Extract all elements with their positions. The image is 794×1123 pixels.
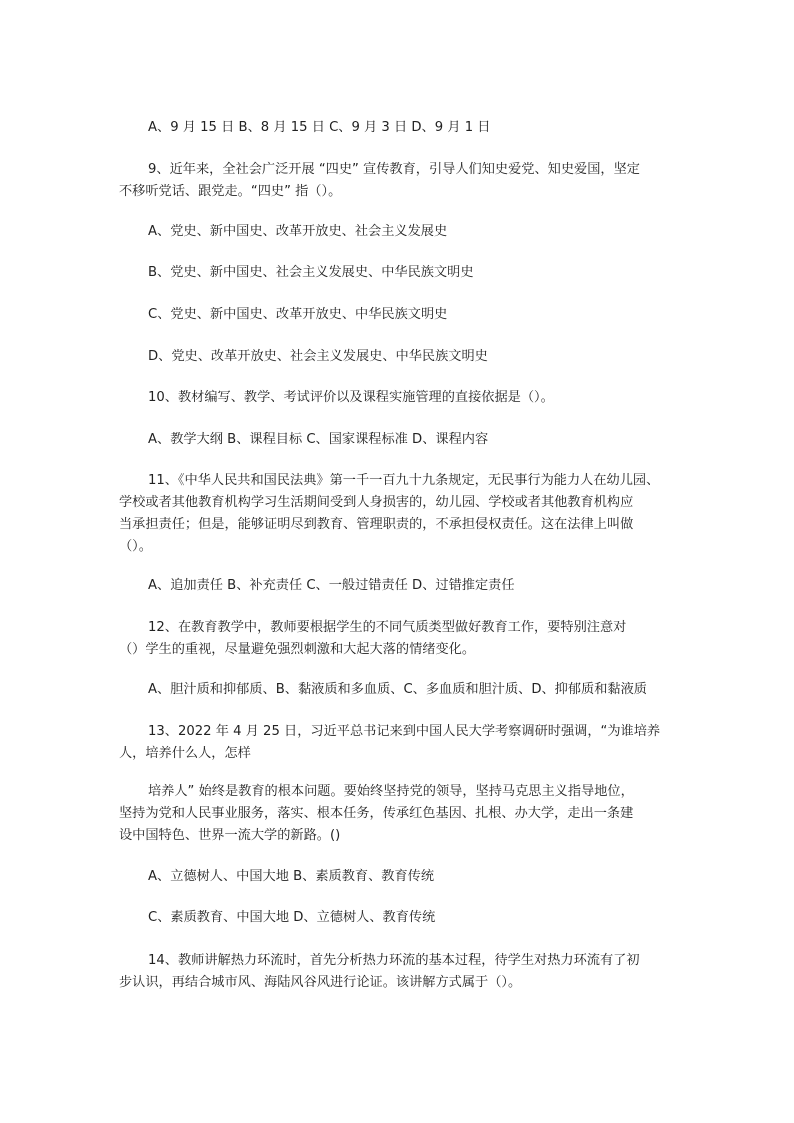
q12-question: 12、在教育教学中，教师要根据学生的不同气质类型做好教育工作，要特别注意对 （）学生的重视，尽量避免强烈刺激和大起大落的情绪变化。 [119,620,627,657]
q9-option-b: B、党史、新中国史、社会主义发展史、中华民族文明史 [148,265,474,280]
q8-options: A、9 月 15 日 B、8 月 15 日 C、9 月 3 日 D、9 月 1 日 [148,120,491,135]
q11-question: 11、《中华人民共和国民法典》第一千一百九十九条规定，无民事行为能力人在幼儿园、 学校或者其他教育机构学习生活期间受到人身损害的，幼儿园、学校或者其他教育机构应 当承担责任；但是，能够证明尽到教育、管理职责的，不承担侵权责任。这在法律上叫做 （）。 [119,473,660,554]
q12-options: A、胆汁质和抑郁质、B、黏液质和多血质、C、多血质和胆汁质、D、抑郁质和黏液质 [148,682,647,697]
q9-option-d: D、党史、改革开放史、社会主义发展史、中华民族文明史 [148,349,488,364]
q9-option-a: A、党史、新中国史、改革开放史、社会主义发展史 [148,224,448,239]
q9-question: 9、近年来，全社会广泛开展 “四史” 宣传教育，引导人们知史爱党、知史爱国，坚定 不移听党话、跟党走。“四史” 指（）。 [119,162,640,199]
q11-options: A、追加责任 B、补充责任 C、一般过错责任 D、过错推定责任 [148,578,515,593]
q10-options: A、教学大纲 B、课程目标 C、国家课程标准 D、课程内容 [148,432,489,447]
q13-options-cd: C、素质教育、中国大地 D、立德树人、教育传统 [148,910,436,925]
q13-question: 13、2022 年 4 月 25 日，习近平总书记来到中国人民大学考察调研时强调，“为谁培养 人，培养什么人，怎样 [119,724,661,761]
q10-question: 10、教材编写、教学、考试评价以及课程实施管理的直接依据是（）。 [148,390,554,405]
q13-question-cont: 培养人” 始终是教育的根本问题。要始终坚持党的领导，坚持马克思主义指导地位， 坚持为党和人民事业服务，落实、根本任务，传承红色基因、扎根、办大学，走出一条建 设中国特色、世界一流大学的新路。() [119,784,634,843]
q13-options-ab: A、立德树人、中国大地 B、素质教育、教育传统 [148,869,435,884]
q9-option-c: C、党史、新中国史、改革开放史、中华民族文明史 [148,307,448,322]
q14-question: 14、教师讲解热力环流时，首先分析热力环流的基本过程，待学生对热力环流有了初 步认识，再结合城市风、海陆风谷风进行论证。该讲解方式属于（）。 [119,953,640,990]
